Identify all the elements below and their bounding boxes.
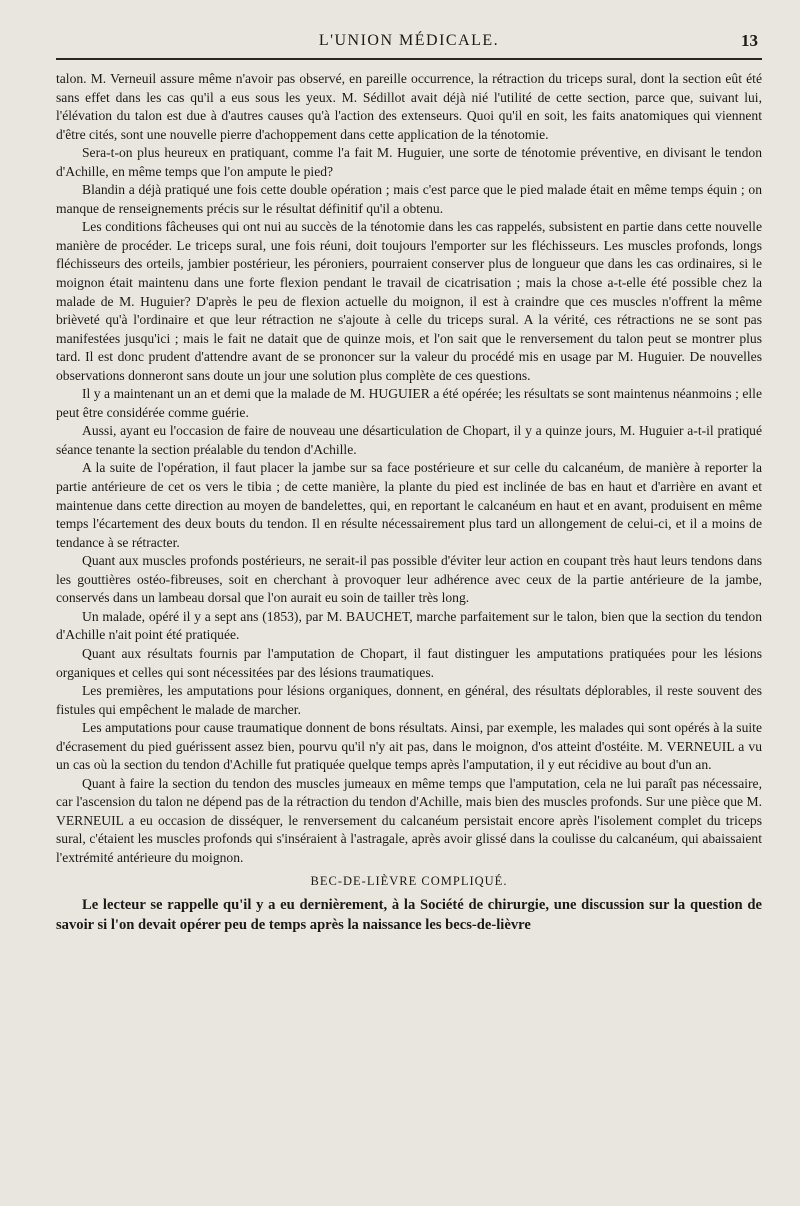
paragraph: Blandin a déjà pratiqué une fois cette double opération ; mais c'est parce que le pied malade était en même temps équin ; on manque de renseignements précis sur le résultat définitif qu'il a obtenu. xyxy=(56,182,762,216)
article-body xyxy=(56,70,762,868)
running-title: L'UNION MÉDICALE. xyxy=(318,32,500,49)
paragraph: Aussi, ayant eu l'occasion de faire de nouveau une désarticulation de Chopart, il y a quinze jours, M. Huguier a-t-il pratiqué séance tenante la section préalable du tendon d'Achille. xyxy=(56,423,762,457)
paragraph: Les conditions fâcheuses qui ont nui au succès de la ténotomie dans les cas rappelés, subsistent en partie dans cette nouvelle manière de procéder. Le triceps sural, une fois réuni, doit toujours l'emporter sur les fléchisseurs. Les muscles profonds, longs fléchisseurs des orteils, jambier postérieur, les péroniers, pourraient conserver plus de longueur que dans les cas ordinaires, si le moignon était maintenu dans une forte flexion pendant le travail de cicatrisation ; mais la chose a-t-elle été possible chez la malade de M. Huguier? D'après le peu de flexion actuelle du moignon, il est à craindre que ces muscles n'offrent la même brièveté qu'à l'ordinaire et que leur rétraction ne s'ajoute à celle du triceps sural. A la vérité, ces rétractions ne se sont pas manifestées jusqu'ici ; mais le fait ne datait que de quinze mois, et l'on sait que le renversement du talon peut se montrer plus tard. Il est donc prudent d'attendre avant de se prononcer sur la valeur du procédé mis en usage par M. Huguier. De nouvelles observations donneront sans doute un jour une solution plus complète de ces questions. xyxy=(56,219,762,383)
paragraph: Les amputations pour cause traumatique donnent de bons résultats. Ainsi, par exemple, les malades qui sont opérés à la suite d'écrasement du pied guérissent assez bien, pourvu qu'il n'y ait pas, dans le moignon, d'os atteint d'ostéite. M. VERNEUIL a vu un cas où la section du tendon d'Achille fut pratiquée quelque temps après l'amputation, il y eut récidive au bout d'un an. xyxy=(56,720,762,773)
paragraph: A la suite de l'opération, il faut placer la jambe sur sa face postérieure et sur celle du calcanéum, de manière à reporter la partie antérieure de cet os vers le tibia ; de cette manière, la plante du pied est inclinée de bas en haut et d'arrière en avant et maintenue dans cette direction au moyen de bandelettes, qui, en reportant le calcanéum en haut et en avant, produisent en même temps l'écartement des deux bouts du tendon. Il en résulte nécessairement plus tard un allongement de celui-ci, et il a moins de tendance à se rétracter. xyxy=(56,460,762,550)
section-heading: BEC-DE-LIÈVRE COMPLIQUÉ. xyxy=(310,873,508,888)
paragraph: Sera-t-on plus heureux en pratiquant, comme l'a fait M. Huguier, une sorte de ténotomie préventive, en divisant le tendon d'Achille, en même temps que l'on ampute le pied? xyxy=(56,145,762,179)
paragraph: Quant aux résultats fournis par l'amputation de Chopart, il faut distinguer les amputations pratiquées pour les lésions organiques et celles qui sont nécessitées par des lésions traumatiques. xyxy=(56,645,762,680)
paragraph: Les premières, les amputations pour lésions organiques, donnent, en général, des résultats déplorables, il reste souvent des fistules qui empêchent le malade de marcher. xyxy=(56,683,762,717)
paragraph: Il y a maintenant un an et demi que la malade de M. HUGUIER a été opérée; les résultats se sont maintenus néanmoins ; elle peut être considérée comme guérie. xyxy=(56,386,762,420)
page-header xyxy=(56,28,762,60)
page-number: 13 xyxy=(741,31,758,50)
paragraph: Quant à faire la section du tendon des muscles jumeaux en même temps que l'amputation, cela ne lui paraît pas nécessaire, car l'ascension du talon ne dépend pas de la rétraction du tendon d'Achille, mais bien des muscles profonds. Sur une pièce que M. VERNEUIL a eu occasion de disséquer, le renversement du calcanéum persistait encore après l'isolement complet du triceps sural, c'étaient les muscles profonds qui s'inséraient à l'astragale, après avoir glissé dans la coulisse du calcanéum, qui abaissaient l'extrémité antérieure du moignon. xyxy=(56,775,762,865)
next-article xyxy=(56,895,762,935)
paragraph: Un malade, opéré il y a sept ans (1853), par M. BAUCHET, marche parfaitement sur le talon, bien que la section du tendon d'Achille n'ait point été pratiquée. xyxy=(56,608,762,643)
paragraph: talon. M. Verneuil assure même n'avoir pas observé, en pareille occurrence, la rétraction du triceps sural, dont la section eût été sans effet dans les cas qu'il a eus sous les yeux. M. Sédillot avait déjà nié l'utilité de cette section, parce que, suivant lui, l'élévation du talon est due à d'autres causes qu'à l'action des extenseurs. Quoi qu'il en soit, les faits anatomiques qui viennent d'être cités, sont une nouvelle pierre d'achoppement dans cette application de la ténotomie. xyxy=(56,71,762,142)
paragraph: Le lecteur se rappelle qu'il y a eu dernièrement, à la Société de chirurgie, une discussion sur la question de savoir si l'on devait opérer peu de temps après la naissance les becs-de-lièvre xyxy=(56,896,762,933)
paragraph: Quant aux muscles profonds postérieurs, ne serait-il pas possible d'éviter leur action en coupant très haut leurs tendons dans les gouttières ostéo-fibreuses, soit en cherchant à provoquer leur adhérence avec ceux de la partie antérieure de la jambe, conservés dans un lambeau dorsal que l'on aurait eu soin de tailler très long. xyxy=(56,553,762,606)
